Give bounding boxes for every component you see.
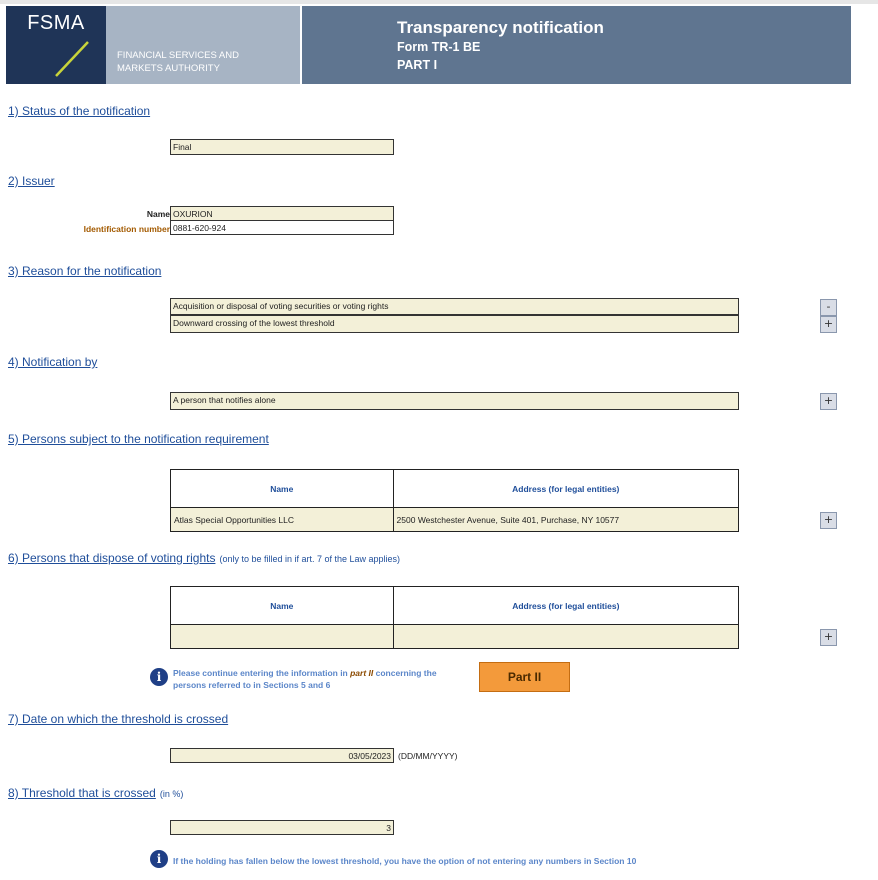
info-icon: i (150, 668, 168, 686)
status-field[interactable]: Final (170, 139, 394, 155)
add-person-button[interactable]: + (820, 512, 837, 529)
authority-banner (106, 6, 300, 84)
part-label: PART I (397, 58, 438, 72)
table-row (171, 508, 739, 532)
section-6-title: 6) Persons that dispose of voting rights (only to be filled in if art. 7 of the Law applies) (8, 551, 401, 565)
threshold-value-field[interactable]: 3 (170, 820, 394, 835)
identification-number-field[interactable]: 0881-620-924 (170, 220, 394, 235)
reason-field-2[interactable]: Downward crossing of the lowest threshold (170, 315, 739, 333)
issuer-name-label: Name (146, 209, 170, 219)
logo-slash-icon (6, 6, 106, 84)
threshold-info-text: If the holding has fallen below the lowest threshold, you have the option of not entering any numbers in Section 10 (173, 856, 637, 866)
identification-number-label: Identification number (83, 224, 170, 234)
section-3-title: 3) Reason for the notification (8, 264, 162, 278)
info-icon: i (150, 850, 168, 868)
section-8-title: 8) Threshold that is crossed (in %) (8, 786, 184, 800)
part-ii-button[interactable]: Part II (479, 662, 570, 692)
add-disposer-button[interactable]: + (820, 629, 837, 646)
logo-text: FSMA (27, 12, 85, 34)
person-address-cell[interactable]: 2500 Westchester Avenue, Suite 401, Purchase, NY 10577 (393, 508, 738, 532)
column-header-name: Name (171, 587, 394, 625)
issuer-name-field[interactable]: OXURION (170, 206, 394, 221)
section-6-note: (only to be filled in if art. 7 of the Law applies) (219, 554, 401, 564)
add-notifier-button[interactable]: + (820, 393, 837, 410)
person-name-cell[interactable]: Atlas Special Opportunities LLC (171, 508, 394, 532)
dispose-address-cell[interactable] (393, 625, 738, 649)
persons-subject-table (170, 469, 739, 532)
persons-dispose-table (170, 586, 739, 649)
part2-info-text: Please continue entering the information in part II concerning the persons referred to in Sections 5 and 6 (173, 668, 437, 690)
page-title: Transparency notification (397, 18, 604, 37)
notification-by-field[interactable]: A person that notifies alone (170, 392, 739, 410)
title-banner (302, 6, 851, 84)
form-name: Form TR-1 BE (397, 40, 481, 54)
section-4-title: 4) Notification by (8, 355, 98, 369)
authority-line-2: MARKETS AUTHORITY (117, 63, 220, 74)
column-header-address: Address (for legal entities) (393, 470, 738, 508)
table-row (171, 625, 739, 649)
fsma-logo (6, 6, 106, 84)
column-header-name: Name (171, 470, 394, 508)
remove-reason-button[interactable]: - (820, 299, 837, 316)
section-5-title: 5) Persons subject to the notification requirement (8, 432, 269, 446)
top-border (0, 0, 878, 4)
section-2-title: 2) Issuer (8, 174, 55, 188)
authority-line-1: FINANCIAL SERVICES AND (117, 50, 239, 61)
threshold-unit: (in %) (159, 789, 184, 799)
dispose-name-cell[interactable] (171, 625, 394, 649)
threshold-date-field[interactable]: 03/05/2023 (170, 748, 394, 763)
add-reason-button[interactable]: + (820, 316, 837, 333)
column-header-address: Address (for legal entities) (393, 587, 738, 625)
date-format-hint: (DD/MM/YYYY) (398, 751, 458, 761)
section-1-title: 1) Status of the notification (8, 104, 151, 118)
section-7-title: 7) Date on which the threshold is crossed (8, 712, 229, 726)
reason-field-1[interactable]: Acquisition or disposal of voting securities or voting rights (170, 298, 739, 315)
